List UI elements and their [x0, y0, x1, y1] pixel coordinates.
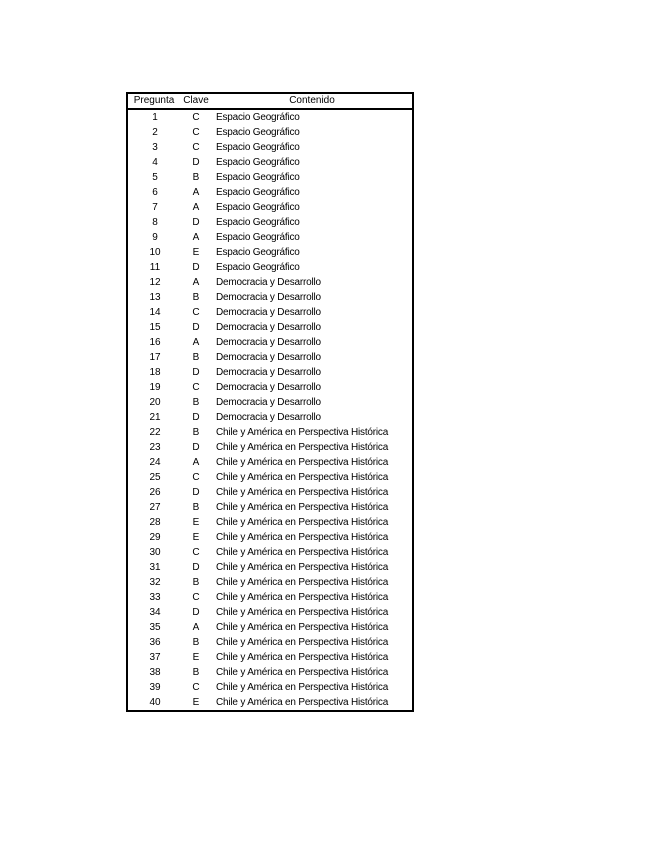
content-area: Chile y América en Perspectiva Histórica	[216, 562, 389, 573]
answer-key: E	[192, 532, 200, 543]
header-clave: Clave	[180, 94, 212, 109]
answer-key-table	[128, 94, 412, 710]
question-number: 39	[149, 682, 161, 693]
question-number: 16	[149, 337, 161, 348]
table-row	[128, 365, 412, 380]
table-row	[128, 590, 412, 605]
answer-key: A	[192, 457, 200, 468]
answer-key: D	[192, 157, 200, 168]
question-number: 21	[149, 412, 161, 423]
content-area: Espacio Geográfico	[216, 217, 300, 228]
answer-key: E	[192, 517, 200, 528]
table-row	[128, 530, 412, 545]
content-area: Espacio Geográfico	[216, 157, 300, 168]
answer-key: C	[192, 307, 200, 318]
content-area: Chile y América en Perspectiva Histórica	[216, 547, 389, 558]
table-row	[128, 515, 412, 530]
answer-key: A	[192, 337, 200, 348]
table-row	[128, 230, 412, 245]
table-row	[128, 470, 412, 485]
table-row	[128, 395, 412, 410]
answer-key: D	[192, 562, 200, 573]
content-area: Democracia y Desarrollo	[216, 307, 321, 318]
content-area: Democracia y Desarrollo	[216, 322, 321, 333]
answer-key: A	[192, 622, 200, 633]
content-area: Chile y América en Perspectiva Histórica	[216, 592, 389, 603]
question-number: 30	[149, 547, 161, 558]
question-number: 1	[152, 112, 158, 123]
answer-key: A	[192, 187, 200, 198]
content-area: Espacio Geográfico	[216, 172, 300, 183]
table-row	[128, 185, 412, 200]
table-body	[128, 109, 412, 710]
answer-key: D	[192, 322, 200, 333]
answer-key: C	[192, 682, 200, 693]
content-area: Chile y América en Perspectiva Histórica	[216, 532, 389, 543]
table-row	[128, 170, 412, 185]
answer-key: C	[192, 472, 200, 483]
question-number: 34	[149, 607, 161, 618]
question-number: 18	[149, 367, 161, 378]
table-row	[128, 125, 412, 140]
table-row	[128, 410, 412, 425]
answer-key: D	[192, 607, 200, 618]
question-number: 27	[149, 502, 161, 513]
table-row	[128, 245, 412, 260]
table-row	[128, 350, 412, 365]
table-row	[128, 109, 412, 125]
table-row	[128, 560, 412, 575]
question-number: 13	[149, 292, 161, 303]
content-area: Chile y América en Perspectiva Histórica	[216, 697, 389, 708]
content-area: Espacio Geográfico	[216, 127, 300, 138]
table-row	[128, 380, 412, 395]
question-number: 22	[149, 427, 161, 438]
content-area: Espacio Geográfico	[216, 112, 300, 123]
content-area: Chile y América en Perspectiva Histórica	[216, 667, 389, 678]
content-area: Democracia y Desarrollo	[216, 412, 321, 423]
header-pregunta: Pregunta	[128, 94, 180, 109]
answer-key: B	[192, 637, 200, 648]
table-row	[128, 305, 412, 320]
table-row	[128, 335, 412, 350]
question-number: 5	[152, 172, 158, 183]
question-number: 19	[149, 382, 161, 393]
answer-key: D	[192, 487, 200, 498]
content-area: Democracia y Desarrollo	[216, 397, 321, 408]
content-area: Chile y América en Perspectiva Histórica	[216, 442, 389, 453]
answer-key: B	[192, 427, 200, 438]
question-number: 2	[152, 127, 158, 138]
content-area: Chile y América en Perspectiva Histórica	[216, 682, 389, 693]
table-row	[128, 275, 412, 290]
answer-key: B	[192, 502, 200, 513]
content-area: Chile y América en Perspectiva Histórica	[216, 622, 389, 633]
table-row	[128, 620, 412, 635]
table-row	[128, 605, 412, 620]
question-number: 3	[152, 142, 158, 153]
answer-key: A	[192, 232, 200, 243]
header-contenido: Contenido	[212, 94, 412, 109]
answer-key: B	[192, 577, 200, 588]
table-row	[128, 485, 412, 500]
table-row	[128, 200, 412, 215]
answer-key: D	[192, 262, 200, 273]
content-area: Chile y América en Perspectiva Histórica	[216, 637, 389, 648]
table-row	[128, 440, 412, 455]
content-area: Chile y América en Perspectiva Histórica	[216, 457, 389, 468]
content-area: Democracia y Desarrollo	[216, 382, 321, 393]
table-row	[128, 545, 412, 560]
table-row	[128, 215, 412, 230]
content-area: Espacio Geográfico	[216, 232, 300, 243]
answer-key: C	[192, 547, 200, 558]
content-area: Chile y América en Perspectiva Histórica	[216, 472, 389, 483]
question-number: 38	[149, 667, 161, 678]
content-area: Espacio Geográfico	[216, 247, 300, 258]
table-row	[128, 140, 412, 155]
answer-key: D	[192, 442, 200, 453]
question-number: 35	[149, 622, 161, 633]
answer-key-table-container	[126, 92, 414, 712]
table-row	[128, 260, 412, 275]
table-row	[128, 425, 412, 440]
question-number: 26	[149, 487, 161, 498]
content-area: Democracia y Desarrollo	[216, 277, 321, 288]
question-number: 15	[149, 322, 161, 333]
question-number: 14	[149, 307, 161, 318]
question-number: 7	[152, 202, 158, 213]
question-number: 23	[149, 442, 161, 453]
question-number: 31	[149, 562, 161, 573]
answer-key: C	[192, 592, 200, 603]
answer-key: E	[192, 247, 200, 258]
answer-key: A	[192, 202, 200, 213]
answer-key: A	[192, 277, 200, 288]
question-number: 33	[149, 592, 161, 603]
table-row	[128, 695, 412, 710]
content-area: Espacio Geográfico	[216, 262, 300, 273]
answer-key: C	[192, 112, 200, 123]
content-area: Chile y América en Perspectiva Histórica	[216, 607, 389, 618]
table-row	[128, 575, 412, 590]
question-number: 8	[152, 217, 158, 228]
content-area: Espacio Geográfico	[216, 142, 300, 153]
question-number: 20	[149, 397, 161, 408]
question-number: 25	[149, 472, 161, 483]
content-area: Democracia y Desarrollo	[216, 367, 321, 378]
question-number: 12	[149, 277, 161, 288]
content-area: Chile y América en Perspectiva Histórica	[216, 487, 389, 498]
answer-key: B	[192, 667, 200, 678]
question-number: 29	[149, 532, 161, 543]
table-row	[128, 680, 412, 695]
content-area: Chile y América en Perspectiva Histórica	[216, 577, 389, 588]
answer-key: E	[192, 652, 200, 663]
question-number: 17	[149, 352, 161, 363]
content-area: Chile y América en Perspectiva Histórica	[216, 502, 389, 513]
answer-key: C	[192, 382, 200, 393]
question-number: 9	[152, 232, 158, 243]
content-area: Democracia y Desarrollo	[216, 292, 321, 303]
table-row	[128, 155, 412, 170]
table-row	[128, 500, 412, 515]
answer-key: B	[192, 397, 200, 408]
question-number: 24	[149, 457, 161, 468]
answer-key: D	[192, 412, 200, 423]
question-number: 40	[149, 697, 161, 708]
question-number: 32	[149, 577, 161, 588]
question-number: 10	[149, 247, 161, 258]
question-number: 4	[152, 157, 158, 168]
answer-key: E	[192, 697, 200, 708]
answer-key: C	[192, 142, 200, 153]
answer-key: B	[192, 172, 200, 183]
content-area: Chile y América en Perspectiva Histórica	[216, 652, 389, 663]
table-row	[128, 650, 412, 665]
content-area: Democracia y Desarrollo	[216, 337, 321, 348]
table-row	[128, 635, 412, 650]
table-row	[128, 320, 412, 335]
question-number: 11	[149, 262, 161, 273]
table-row	[128, 665, 412, 680]
content-area: Espacio Geográfico	[216, 187, 300, 198]
content-area: Chile y América en Perspectiva Histórica	[216, 517, 389, 528]
question-number: 6	[152, 187, 158, 198]
content-area: Democracia y Desarrollo	[216, 352, 321, 363]
answer-key: B	[192, 352, 200, 363]
question-number: 28	[149, 517, 161, 528]
content-area: Chile y América en Perspectiva Histórica	[216, 427, 389, 438]
table-row	[128, 290, 412, 305]
content-area: Espacio Geográfico	[216, 202, 300, 213]
question-number: 36	[149, 637, 161, 648]
answer-key: D	[192, 367, 200, 378]
answer-key: D	[192, 217, 200, 228]
question-number: 37	[149, 652, 161, 663]
table-row	[128, 455, 412, 470]
table-header-row	[128, 94, 412, 109]
answer-key: B	[192, 292, 200, 303]
answer-key: C	[192, 127, 200, 138]
